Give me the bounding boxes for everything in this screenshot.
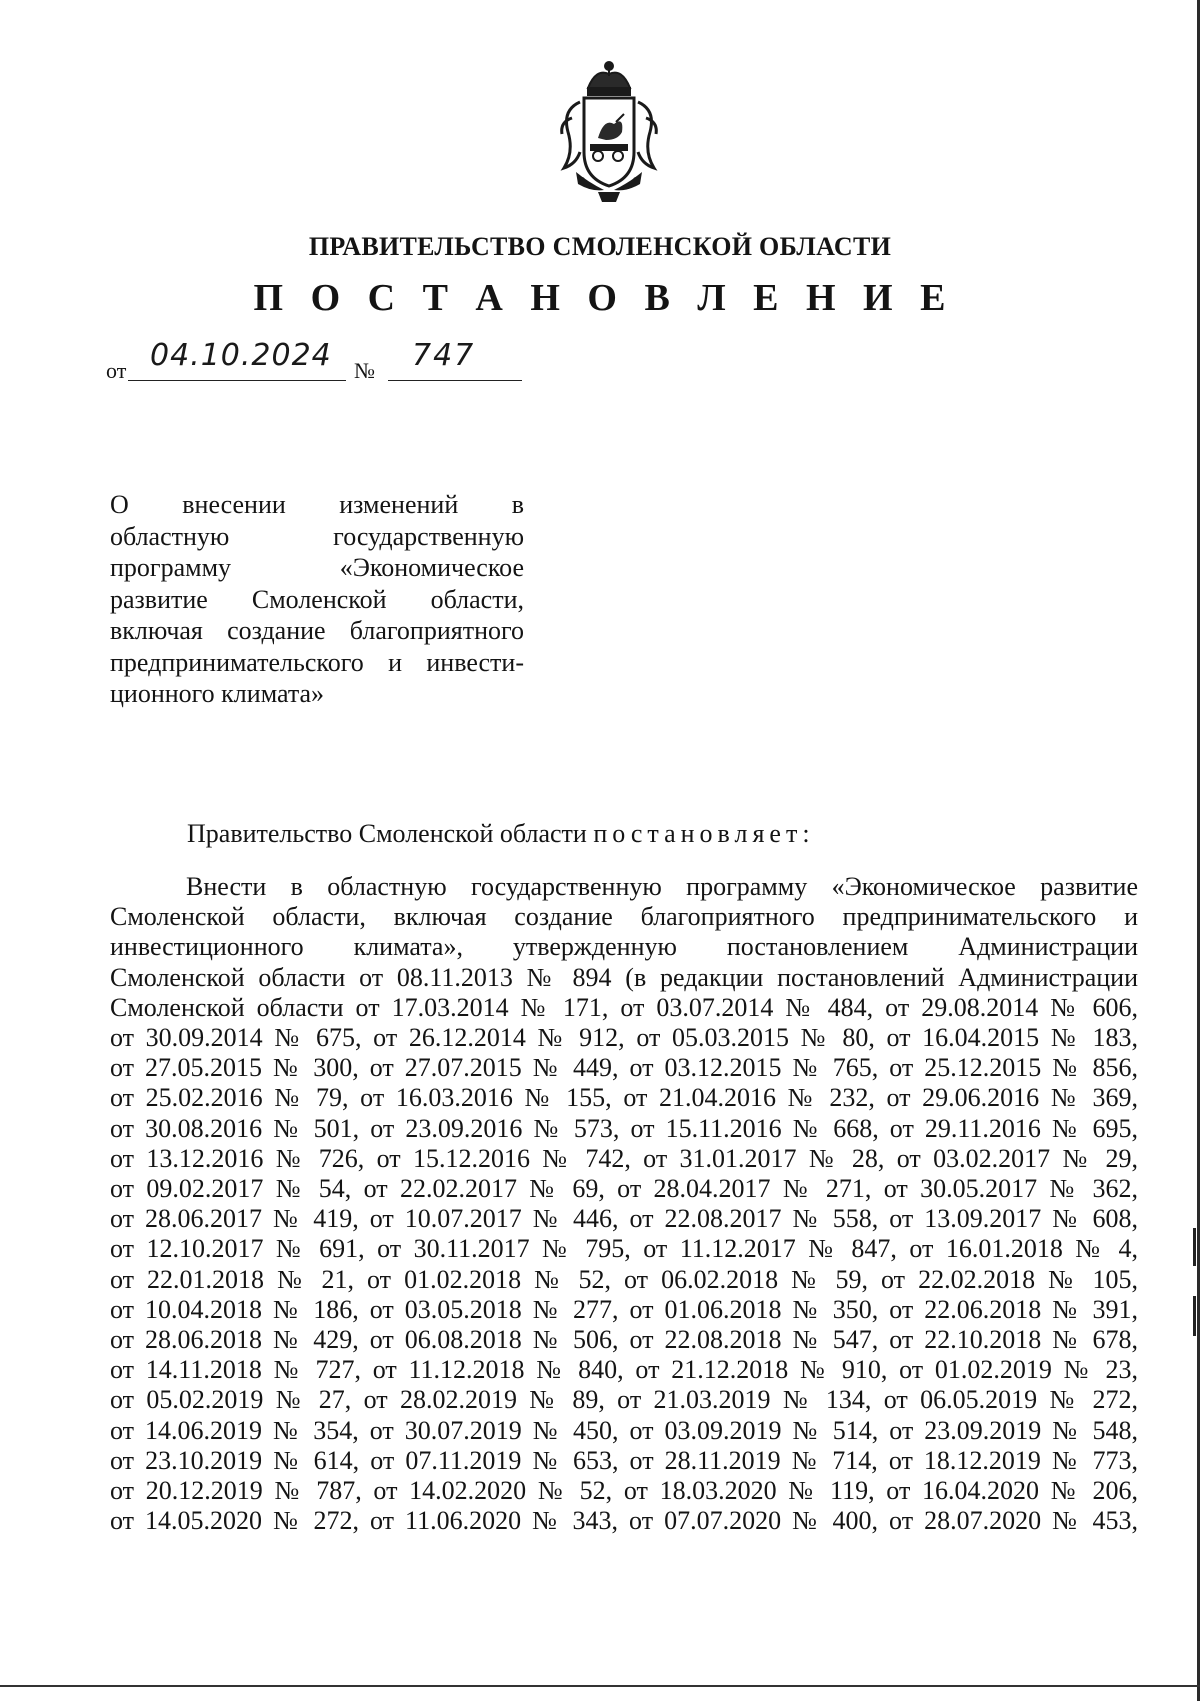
subject-line: развитие Смоленской области, (110, 584, 524, 614)
body-line: от 14.11.2018 № 727, от 11.12.2018 № 840, от 21.12.2018 № 910, от 01.02.2019 № 23, (110, 1355, 1138, 1385)
body-line: Смоленской области от 17.03.2014 № 171, от 03.07.2014 № 484, от 29.08.2014 № 606, (110, 992, 1138, 1022)
date-prefix: от (106, 358, 127, 383)
subject-line: областную государственную (110, 521, 524, 551)
subject-line: включая создание благоприятного (110, 616, 524, 645)
body-line: от 09.02.2017 № 54, от 22.02.2017 № 69, от 28.04.2017 № 271, от 30.05.2017 № 362, (110, 1174, 1138, 1204)
body-line: Смоленской области от 08.11.2013 № 894 (в редакции постановлений Администрации (110, 962, 1138, 992)
decree-statement (187, 819, 815, 849)
body-paragraph (110, 872, 1138, 1536)
body-line: от 10.04.2018 № 186, от 03.05.2018 № 277, от 01.06.2018 № 350, от 22.06.2018 № 391, (110, 1294, 1138, 1324)
body-line: от 28.06.2018 № 429, от 06.08.2018 № 506, от 22.08.2018 № 547, от 22.10.2018 № 678, (110, 1325, 1138, 1355)
date-number-line (106, 338, 536, 382)
government-name: ПРАВИТЕЛЬСТВО СМОЛЕНСКОЙ ОБЛАСТИ (308, 232, 892, 261)
scan-mark (1193, 1228, 1196, 1266)
body-line: Внести в областную государственную программу «Экономическое развитие (186, 872, 1138, 901)
subject-line: предпринимательского и инвести- (110, 647, 524, 677)
body-line: от 27.05.2015 № 300, от 27.07.2015 № 449, от 03.12.2015 № 765, от 25.12.2015 № 856, (110, 1053, 1138, 1083)
body-line: от 30.08.2016 № 501, от 23.09.2016 № 573, от 15.11.2016 № 668, от 29.11.2016 № 695, (110, 1113, 1138, 1143)
body-line: от 28.06.2017 № 419, от 10.07.2017 № 446, от 22.08.2017 № 558, от 13.09.2017 № 608, (110, 1204, 1138, 1234)
number-underline (388, 380, 522, 381)
date-underline (128, 380, 346, 381)
body-line: от 30.09.2014 № 675, от 26.12.2014 № 912, от 05.03.2015 № 80, от 16.04.2015 № 183, (110, 1023, 1138, 1053)
document-type: П О С Т А Н О В Л Е Н И Е (253, 277, 955, 319)
handwritten-number: 747 (412, 338, 476, 373)
body-line: от 05.02.2019 № 27, от 28.02.2019 № 89, от 21.03.2019 № 134, от 06.05.2019 № 272, (110, 1385, 1138, 1415)
document-subject (110, 489, 524, 710)
subject-line: программу «Экономическое (110, 553, 524, 582)
body-line: от 20.12.2019 № 787, от 14.02.2020 № 52, от 18.03.2020 № 119, от 16.04.2020 № 206, (110, 1476, 1138, 1506)
number-sign: № (354, 358, 375, 383)
scan-mark (1193, 1296, 1196, 1336)
body-line: от 25.02.2016 № 79, от 16.03.2016 № 155, от 21.04.2016 № 232, от 29.06.2016 № 369, (110, 1083, 1138, 1113)
body-line: от 12.10.2017 № 691, от 30.11.2017 № 795, от 11.12.2017 № 847, от 16.01.2018 № 4, (110, 1234, 1138, 1264)
subject-line: О внесении изменений в (110, 490, 524, 519)
decree-text: Правительство Смоленской области (187, 819, 594, 848)
decree-verb: постановляет: (593, 819, 815, 848)
body-line: от 22.01.2018 № 21, от 01.02.2018 № 52, от 06.02.2018 № 59, от 22.02.2018 № 105, (110, 1264, 1138, 1294)
scan-bottom-edge (0, 1685, 1200, 1687)
body-line: от 13.12.2016 № 726, от 15.12.2016 № 742, от 31.01.2017 № 28, от 03.02.2017 № 29, (110, 1143, 1138, 1173)
body-line: от 14.06.2019 № 354, от 30.07.2019 № 450, от 03.09.2019 № 514, от 23.09.2019 № 548, (110, 1415, 1138, 1445)
coat-of-arms-icon (558, 60, 660, 205)
body-line: от 14.05.2020 № 272, от 11.06.2020 № 343, от 07.07.2020 № 400, от 28.07.2020 № 453, (110, 1506, 1138, 1536)
subject-line: ционного климата» (110, 679, 325, 708)
handwritten-date: 04.10.2024 (150, 338, 332, 373)
body-line: инвестиционного климата», утвержденную постановлением Администрации (110, 932, 1138, 962)
body-line: от 23.10.2019 № 614, от 07.11.2019 № 653, от 28.11.2019 № 714, от 18.12.2019 № 773, (110, 1445, 1138, 1475)
body-line: Смоленской области, включая создание благоприятного предпринимательского и (110, 902, 1138, 932)
